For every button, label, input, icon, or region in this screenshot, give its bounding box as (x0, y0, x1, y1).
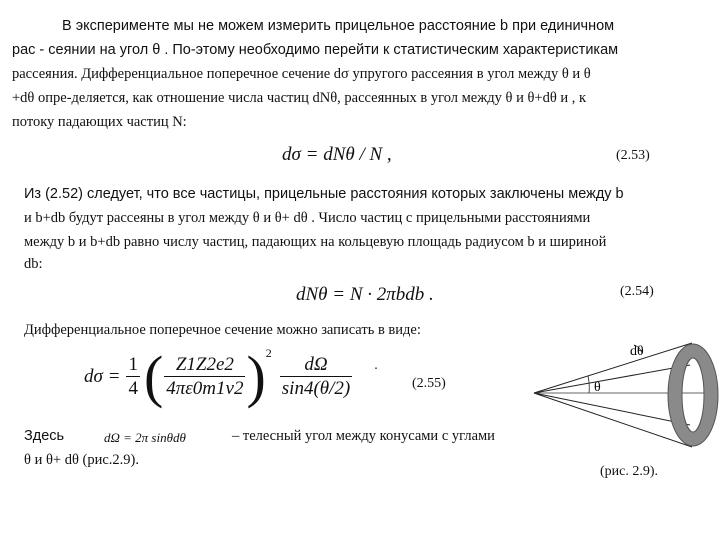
para2-line2: и b+db будут рассеяны в угол между θ и θ+ dθ . Число частиц с прицельными расстояниями (24, 210, 591, 226)
equation-number-2-54: (2.54) (620, 284, 654, 299)
para2-line1: Из (2.52) следует, что все частицы, прицельные расстояния которых заключены между b (24, 186, 624, 202)
eq255-right-paren: ) (246, 344, 266, 409)
para1-line1: В эксперименте мы не можем измерить прицельное расстояние b при единичном (62, 18, 615, 34)
equation-2-53: dσ = dNθ / N , (282, 144, 392, 165)
eq255-dot: . (374, 358, 378, 373)
para4-here: Здесь (24, 428, 65, 444)
para1-line5: потоку падающих частиц N: (12, 114, 187, 130)
para3-line1: Дифференциальное поперечное сечение можно записать в виде: (24, 322, 421, 338)
para4-formula: dΩ = 2π sinθdθ (104, 430, 186, 445)
eq255-omega-fraction (280, 354, 352, 401)
cone-inner-line-top (534, 365, 690, 393)
eq255-inner-num: Z1Z2e2 (164, 354, 245, 377)
figure-caption: (рис. 2.9). (600, 464, 659, 479)
eq255-inner-fraction (164, 354, 245, 401)
para4-line2: θ и θ+ dθ (рис.2.9). (24, 452, 140, 468)
eq255-inner-den: 4πε0m1v2 (166, 377, 244, 399)
equation-number-2-55: (2.55) (412, 376, 446, 391)
ring-inner-edge (682, 358, 704, 432)
eq255-exponent: 2 (265, 346, 272, 360)
para4-description: – телесный угол между конусами с углами (232, 428, 495, 444)
para1-line4: +dθ опре-деляется, как отношение числа частиц dNθ, рассеянных в угол между θ и θ+dθ и , к (12, 90, 587, 106)
para1-line2: рас - сеянии на угол θ . По-этому необходимо перейти к статистическим характеристикам (12, 42, 619, 58)
theta-arc (588, 376, 589, 393)
label-dtheta: dθ (630, 344, 644, 359)
eq255-coefficient (126, 354, 140, 401)
eq255-left-paren: ( (143, 344, 164, 409)
cone-ring-figure (530, 335, 720, 485)
equation-2-54: dNθ = N · 2πbdb . (296, 284, 434, 305)
para2-line3: между b и b+db равно числу частиц, падающих на кольцевую площадь радиусом b и шириной (24, 234, 607, 250)
para1-line3: рассеяния. Дифференциальное поперечное сечение dσ упругого рассеяния в угол между θ и θ (12, 66, 591, 82)
eq255-domega: dΩ (280, 354, 352, 377)
equation-2-55 (84, 344, 378, 409)
eq255-coef-num: 1 (128, 353, 138, 375)
eq255-coef-den: 4 (128, 377, 138, 399)
eq255-sin: sin4(θ/2) (281, 377, 351, 399)
equation-number-2-53: (2.53) (616, 148, 650, 163)
label-theta: θ (594, 380, 601, 395)
ring-shape (675, 351, 711, 439)
para2-line4: db: (24, 256, 43, 272)
eq255-lhs: dσ = (84, 366, 121, 387)
cone-inner-line-bottom (534, 393, 690, 425)
